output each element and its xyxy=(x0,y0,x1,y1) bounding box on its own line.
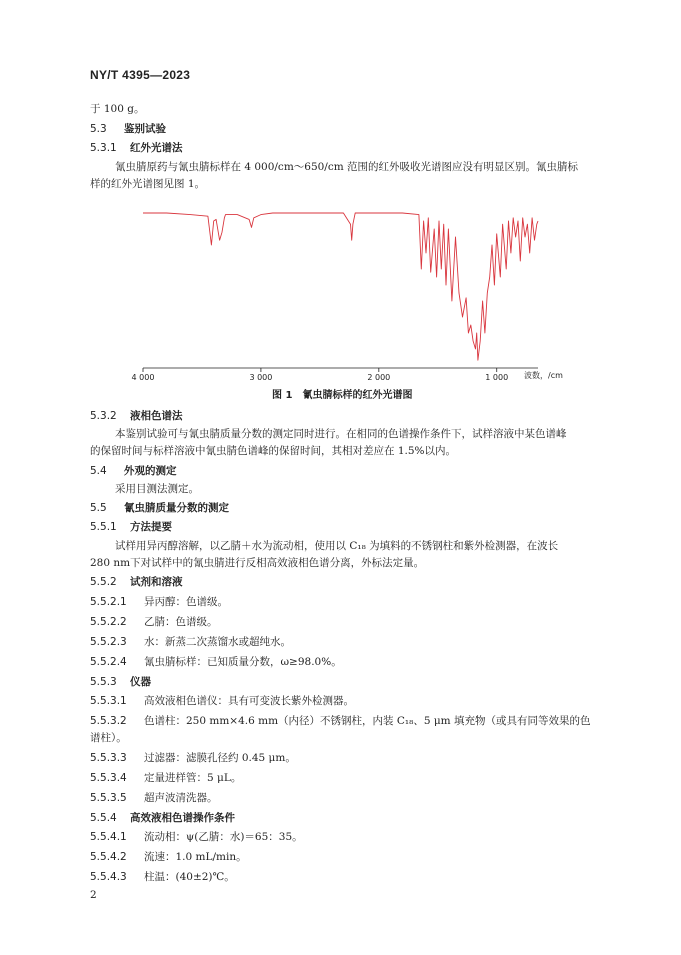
item-text: 高效液相色谱仪：具有可变波长紫外检测器。 xyxy=(144,695,354,707)
item-number: 5.5.4.3 xyxy=(90,871,127,883)
item-number: 5.5.4.1 xyxy=(90,831,127,843)
heading-5-5-3 xyxy=(90,675,151,689)
item-number: 5.5.2.3 xyxy=(90,636,127,648)
heading-5-5-4 xyxy=(90,811,235,825)
page-number: 2 xyxy=(90,889,97,901)
heading-5-3-2 xyxy=(90,409,183,423)
x-tick-label: 3 000 xyxy=(249,373,273,382)
list-item-continuation: 谱柱）。 xyxy=(90,732,127,744)
list-item xyxy=(90,771,241,785)
heading-number: 5.3.1 xyxy=(90,142,117,154)
x-tick-label: 1 000 xyxy=(485,373,509,382)
spectrum-line xyxy=(143,213,538,360)
x-axis-label: 波数，/cm xyxy=(524,371,563,380)
x-tick-label: 4 000 xyxy=(131,373,155,382)
list-item xyxy=(90,870,235,884)
list-item xyxy=(90,830,303,844)
heading-5-4 xyxy=(90,464,177,478)
list-item xyxy=(90,751,296,765)
heading-number: 5.4 xyxy=(90,465,107,477)
heading-5-5-2 xyxy=(90,575,183,589)
list-item xyxy=(90,615,218,629)
heading-number: 5.5.2 xyxy=(90,576,117,588)
item-number: 5.5.4.2 xyxy=(90,851,127,863)
item-number: 5.5.3.5 xyxy=(90,792,127,804)
item-number: 5.5.3.1 xyxy=(90,695,127,707)
heading-title: 鉴别试验 xyxy=(124,123,166,135)
figure-caption: 图 1 氰虫腈标样的红外光谱图 xyxy=(272,390,413,401)
list-item xyxy=(90,714,590,728)
x-axis-ticks xyxy=(132,368,509,382)
spectrum-series xyxy=(143,213,538,360)
list-item xyxy=(90,655,342,669)
heading-number: 5.3 xyxy=(90,123,107,135)
list-item xyxy=(90,850,247,864)
heading-number: 5.5 xyxy=(90,502,107,514)
paragraph-line: 氰虫腈原药与氰虫腈标样在 4 000/cm～650/cm 范围的红外吸收光谱图应没有明显区别。氰虫腈标 xyxy=(115,161,579,173)
heading-title: 红外光谱法 xyxy=(130,142,183,154)
paragraph-line: 280 nm下对试样中的氰虫腈进行反相高效液相色谱分离，外标法定量。 xyxy=(90,557,425,569)
heading-title: 仪器 xyxy=(130,676,151,688)
item-text: 定量进样管：5 μL。 xyxy=(144,772,242,784)
heading-number: 5.5.4 xyxy=(90,812,117,824)
standard-number: NY/T 4395—2023 xyxy=(90,68,191,82)
heading-title: 方法提要 xyxy=(130,521,172,533)
list-item xyxy=(90,694,354,708)
paragraph-line: 的保留时间与标样溶液中氰虫腈色谱峰的保留时间，其相对差应在 1.5%以内。 xyxy=(90,445,457,457)
heading-number: 5.5.3 xyxy=(90,676,117,688)
item-number: 5.5.2.1 xyxy=(90,596,127,608)
item-text: 水：新蒸二次蒸馏水或超纯水。 xyxy=(144,636,291,648)
item-text: 流速：1.0 mL/min。 xyxy=(144,851,247,863)
heading-5-5 xyxy=(90,501,229,515)
item-text: 过滤器：滤膜孔径约 0.45 μm。 xyxy=(144,752,296,764)
heading-title: 高效液相色谱操作条件 xyxy=(130,812,235,824)
item-number: 5.5.3.3 xyxy=(90,752,127,764)
item-text: 柱温：(40±2)℃。 xyxy=(144,871,235,883)
item-number: 5.5.2.2 xyxy=(90,616,127,628)
paragraph-line: 采用目测法测定。 xyxy=(115,483,199,495)
item-number: 5.5.3.2 xyxy=(90,715,127,727)
x-tick-label: 2 000 xyxy=(367,373,391,382)
list-item xyxy=(90,635,291,649)
paragraph-line: 样的红外光谱图见图 1。 xyxy=(90,178,206,190)
item-text: 氰虫腈标样：已知质量分数，ω≥98.0%。 xyxy=(144,656,342,668)
heading-5-5-1 xyxy=(90,520,172,534)
item-number: 5.5.3.4 xyxy=(90,772,127,784)
item-number: 5.5.2.4 xyxy=(90,656,127,668)
continued-text: 于 100 g。 xyxy=(90,103,145,115)
heading-number: 5.3.2 xyxy=(90,410,117,422)
item-text: 色谱柱：250 mm×4.6 mm（内径）不锈钢柱，内装 C₁₈、5 μm 填充物（或具有同等效果的色 xyxy=(144,715,591,727)
list-item xyxy=(90,791,218,805)
heading-title: 外观的测定 xyxy=(124,465,177,477)
item-text: 乙腈：色谱级。 xyxy=(144,616,218,628)
item-text: 流动相：ψ(乙腈：水)＝65：35。 xyxy=(144,831,303,843)
heading-title: 试剂和溶液 xyxy=(130,576,183,588)
heading-number: 5.5.1 xyxy=(90,521,117,533)
heading-title: 氰虫腈质量分数的测定 xyxy=(124,502,229,514)
list-item xyxy=(90,595,228,609)
heading-title: 液相色谱法 xyxy=(130,410,183,422)
item-text: 异丙醇：色谱级。 xyxy=(144,596,228,608)
paragraph-line: 本鉴别试验可与氰虫腈质量分数的测定同时进行。在相同的色谱操作条件下，试样溶液中某色谱峰 xyxy=(115,428,567,440)
paragraph-line: 试样用异丙醇溶解，以乙腈＋水为流动相，使用以 C₁₈ 为填料的不锈钢柱和紫外检测器，在波长 xyxy=(115,540,559,552)
item-text: 超声波清洗器。 xyxy=(144,792,218,804)
